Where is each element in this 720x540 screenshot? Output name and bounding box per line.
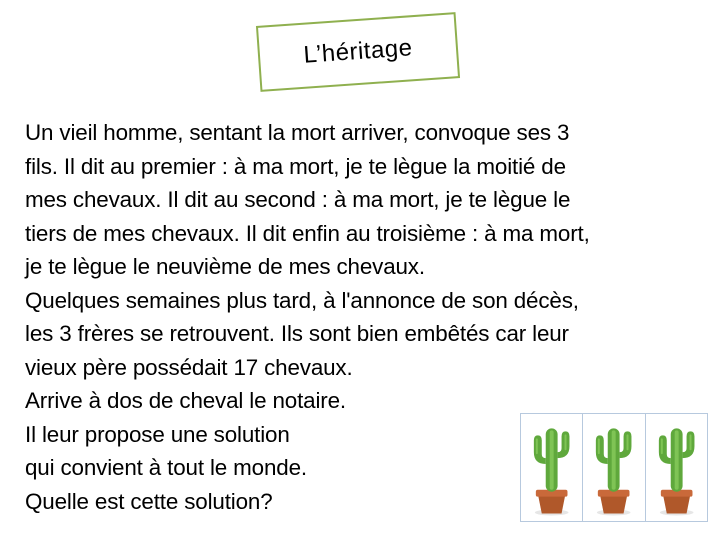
story-line-6: Quelques semaines plus tard, à l'annonce de son décès, (25, 287, 579, 313)
cactus-icon (521, 414, 582, 521)
story-line-9: Arrive à dos de cheval le notaire. (25, 388, 346, 413)
story-line-1: Un vieil homme, sentant la mort arriver, convoque ses 3 (25, 120, 570, 145)
cactus-icon (583, 414, 644, 521)
story-line-12: Quelle est cette solution? (25, 488, 273, 514)
title-box (256, 12, 460, 92)
story-line-3: mes chevaux. Il dit au second : à ma mort, je te lègue le (25, 187, 571, 212)
page-title: L’héritage (302, 34, 414, 69)
story-line-7: les 3 frères se retrouvent. Ils sont bien embêtés car leur (25, 321, 569, 346)
cactus-cell (521, 414, 583, 521)
story-line-4: tiers de mes chevaux. Il dit enfin au troisième : à ma mort, (25, 220, 590, 246)
story-line-8: vieux père possédait 17 chevaux. (25, 354, 353, 380)
cactus-cell (646, 414, 707, 521)
cactus-cell (583, 414, 645, 521)
cactus-illustration (520, 413, 708, 522)
story-line-10: Il leur propose une solution (25, 421, 290, 447)
story-line-2: fils. Il dit au premier : à ma mort, je te lègue la moitié de (25, 153, 566, 179)
cactus-icon (646, 414, 707, 521)
story-line-11: qui convient à tout le monde. (25, 455, 307, 480)
story-line-5: je te lègue le neuvième de mes chevaux. (25, 254, 425, 279)
